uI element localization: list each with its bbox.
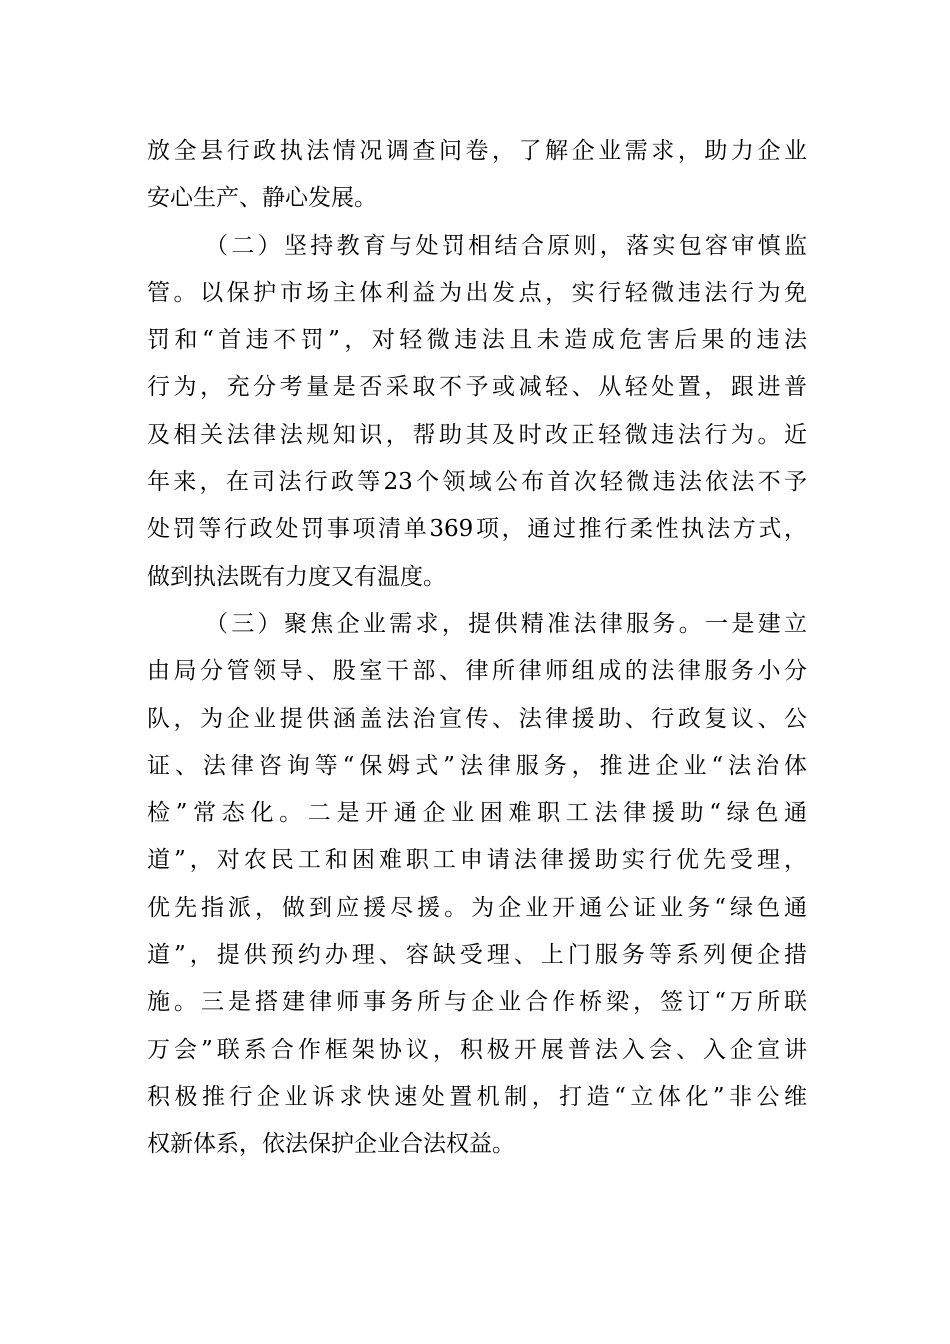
- text-line: 证、法律咨询等“保姆式”法律服务，推进企业“法治体: [147, 752, 807, 779]
- text-line: 由局分管领导、股室干部、律所律师组成的法律服务小分: [147, 658, 807, 685]
- text-line: 道”，提供预约办理、容缺受理、上门服务等系列便企措: [147, 942, 807, 969]
- text-line: 罚和“首违不罚”，对轻微违法且未造成危害后果的违法: [147, 327, 807, 354]
- text-line: 安心生产、静心发展。: [147, 185, 377, 212]
- text-line: 万会”联系合作框架协议，积极开展普法入会、入企宣讲: [147, 1036, 807, 1063]
- text-line: 队，为企业提供涵盖法治宣传、法律援助、行政复议、公: [147, 705, 807, 732]
- text-line: 施。三是搭建律师事务所与企业合作桥梁，签订“万所联: [147, 989, 807, 1016]
- text-line: 积极推行企业诉求快速处置机制，打造“立体化”非公维: [147, 1083, 807, 1110]
- text-line: 管。以保护市场主体利益为出发点，实行轻微违法行为免: [147, 279, 807, 306]
- text-line: 权新体系，依法保护企业合法权益。: [147, 1131, 515, 1158]
- text-line: 做到执法既有力度又有温度。: [147, 563, 446, 590]
- text-line: 优先指派，做到应援尽援。为企业开通公证业务“绿色通: [147, 894, 807, 921]
- text-line: 处罚等行政处罚事项清单369项，通过推行柔性执法方式，: [147, 516, 807, 543]
- text-line: 及相关法律法规知识，帮助其及时改正轻微违法行为。近: [147, 421, 807, 448]
- paragraph-section-3: [147, 601, 807, 1169]
- text-line: 道”，对农民工和困难职工申请法律援助实行优先受理，: [147, 847, 807, 874]
- text-line: 行为，充分考量是否采取不予或减轻、从轻处置，跟进普: [147, 374, 807, 401]
- paragraph-section-2: [147, 223, 807, 601]
- text-line: 放全县行政执法情况调查问卷，了解企业需求，助力企业: [147, 138, 807, 164]
- body-text: [147, 128, 807, 1169]
- text-line: 检”常态化。二是开通企业困难职工法律援助“绿色通: [147, 800, 807, 827]
- text-line: （二）坚持教育与处罚相结合原则，落实包容审慎监: [205, 232, 807, 259]
- paragraph-continuation: [147, 128, 807, 223]
- text-line: （三）聚焦企业需求，提供精准法律服务。一是建立: [205, 610, 807, 637]
- text-line: 年来，在司法行政等23个领域公布首次轻微违法依法不予: [147, 469, 807, 496]
